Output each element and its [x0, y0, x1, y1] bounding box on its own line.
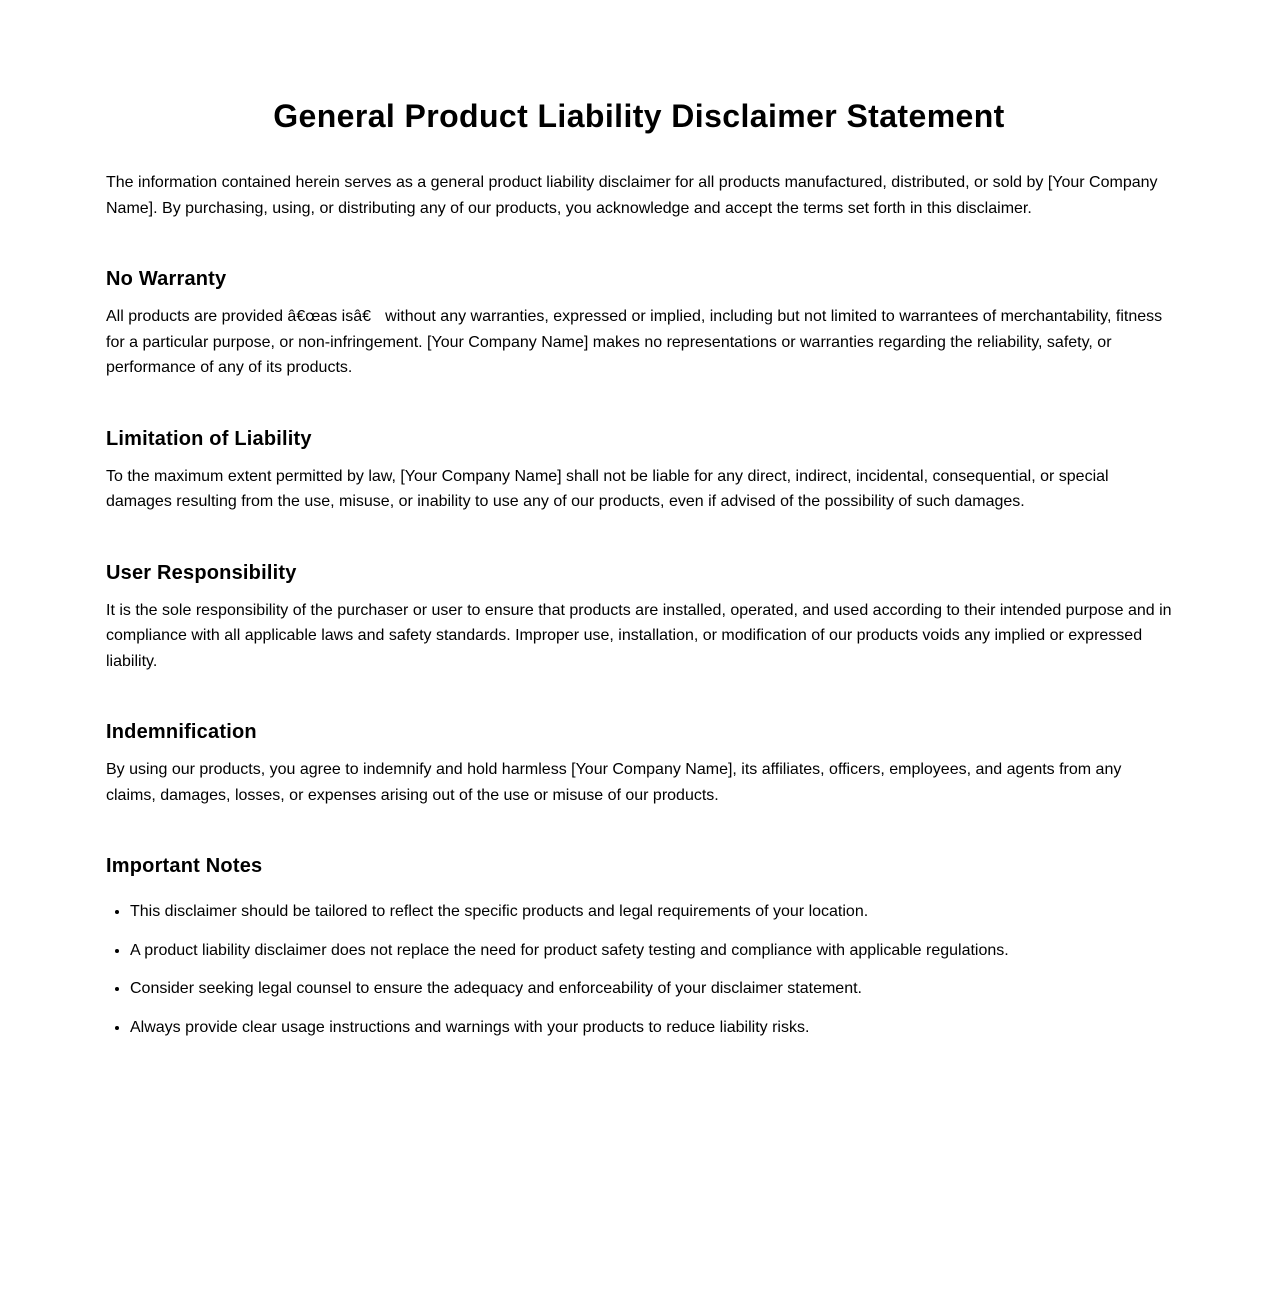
section-body-limitation-of-liability: To the maximum extent permitted by law, [Your Company Name] shall not be liable for any direct, indirect, incidental, consequential, or special damages resulting from the use, misuse, or inability to use any of our products, even if advised of the possibility of such damages. [106, 467, 1109, 510]
section-no-warranty [106, 265, 1172, 381]
section-body-user-responsibility: It is the sole responsibility of the purchaser or user to ensure that products are installed, operated, and used according to their intended purpose and in compliance with all applicable laws and safety standards. Improper use, installation, or modification of our products voids any implied or expressed liability. [106, 601, 1172, 670]
list-item: • A product liability disclaimer does not replace the need for product safety testing and compliance with applicable regulations. [130, 939, 1172, 963]
section-heading-user-responsibility: User Responsibility [106, 561, 297, 584]
section-body-indemnification: By using our products, you agree to indemnify and hold harmless [Your Company Name], its affiliates, officers, employees, and agents from any claims, damages, losses, or expenses arising out of the use or misuse of our products. [106, 761, 1122, 804]
list-item: • This disclaimer should be tailored to reflect the specific products and legal requirements of your location. [130, 900, 1172, 924]
section-body-no-warranty: All products are provided â€œas isâ€ without any warranties, expressed or implied, including but not limited to warrantees of merchantability, fitness for a particular purpose, or non-infringement. [Your Company Name] makes no representations or warranties regarding the reliability, safety, or performance of any of its products. [106, 308, 1163, 376]
section-heading-limitation-of-liability: Limitation of Liability [106, 427, 312, 450]
section-important-notes [106, 852, 1172, 1040]
section-limitation-of-liability [106, 425, 1172, 515]
important-notes-list [106, 900, 1172, 1040]
document-title: General Product Liability Disclaimer Statement [273, 98, 1005, 134]
section-heading-no-warranty: No Warranty [106, 268, 227, 290]
section-heading-indemnification: Indemnification [106, 721, 257, 743]
list-item: • Consider seeking legal counsel to ensure the adequacy and enforceability of your disclaimer statement. [130, 977, 1172, 1001]
list-item: • Always provide clear usage instructions and warnings with your products to reduce liability risks. [130, 1016, 1172, 1040]
intro-paragraph: The information contained herein serves as a general product liability disclaimer for all products manufactured, distributed, or sold by [Your Company Name]. By purchasing, using, or distributing any of our products, you acknowledge and accept the terms set forth in this disclaimer. [106, 174, 1158, 217]
section-indemnification [106, 718, 1172, 808]
section-user-responsibility [106, 559, 1172, 675]
section-heading-important-notes: Important Notes [106, 855, 263, 877]
